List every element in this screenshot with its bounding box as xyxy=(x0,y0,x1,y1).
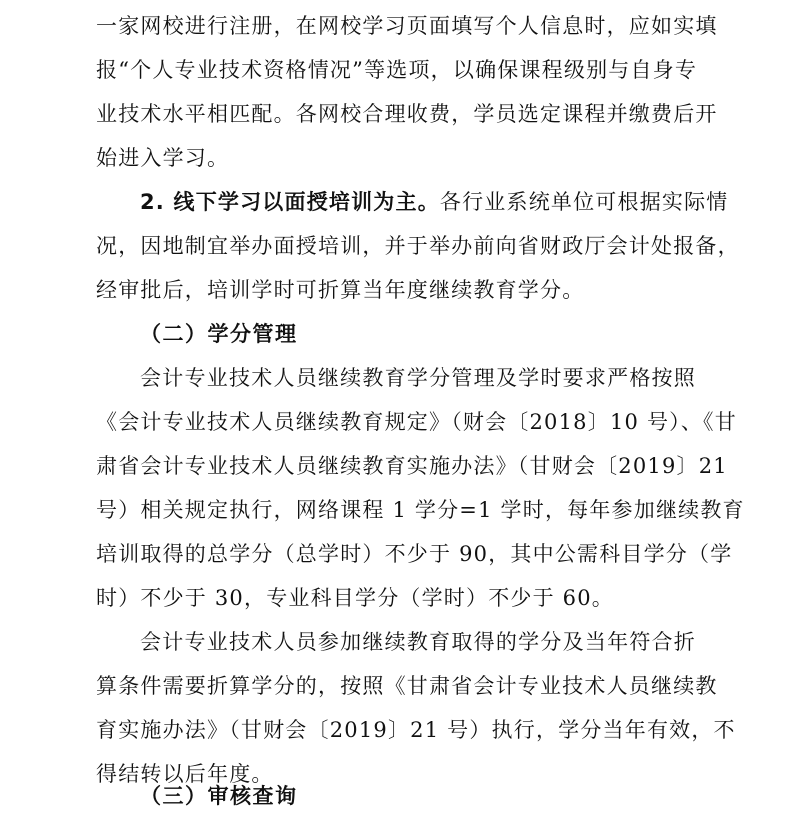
para2-line1-rest: 各行业系统单位可根据实际情 xyxy=(439,190,729,214)
para3-line-4: 号）相关规定执行，网络课程 1 学分=1 学时，每年参加继续教育 xyxy=(96,498,745,522)
para4-line-4: 得结转以后年度。 xyxy=(96,762,274,786)
section-heading-2: （二）学分管理 xyxy=(140,322,298,346)
para4-line-1: 会计专业技术人员参加继续教育取得的学分及当年符合折 xyxy=(140,630,696,654)
para3-line-5: 培训取得的总学分（总学时）不少于 90，其中公需科目学分（学 xyxy=(96,542,733,566)
para3-line-2: 《会计专业技术人员继续教育规定》（财会〔2018〕10 号）、《甘 xyxy=(96,410,737,434)
para2-line-3: 经审批后，培训学时可折算当年度继续教育学分。 xyxy=(96,278,585,302)
para2-line-2: 况，因地制宜举办面授培训，并于举办前向省财政厅会计处报备， xyxy=(96,234,740,258)
para2-lead: 2. 线下学习以面授培训为主。 xyxy=(140,190,440,214)
para1-line-1: 一家网校进行注册，在网校学习页面填写个人信息时，应如实填 xyxy=(96,14,718,38)
section-heading-3: （三）审核查询 xyxy=(140,784,298,808)
para4-line-3: 育实施办法》（甘财会〔2019〕21 号）执行，学分当年有效，不 xyxy=(96,718,736,742)
para3-line-3: 肃省会计专业技术人员继续教育实施办法》（甘财会〔2019〕21 xyxy=(96,454,728,478)
para3-line-1: 会计专业技术人员继续教育学分管理及学时要求严格按照 xyxy=(140,366,696,390)
para4-line-2: 算条件需要折算学分的，按照《甘肃省会计专业技术人员继续教 xyxy=(96,674,718,698)
para1-line-2: 报“个人专业技术资格情况”等选项，以确保课程级别与自身专 xyxy=(96,58,698,82)
para3-line-6: 时）不少于 30，专业科目学分（学时）不少于 60。 xyxy=(96,586,614,610)
para1-line-4: 始进入学习。 xyxy=(96,146,230,170)
para1-line-3: 业技术水平相匹配。各网校合理收费，学员选定课程并缴费后开 xyxy=(96,102,718,126)
para2-line-1 xyxy=(140,182,729,222)
